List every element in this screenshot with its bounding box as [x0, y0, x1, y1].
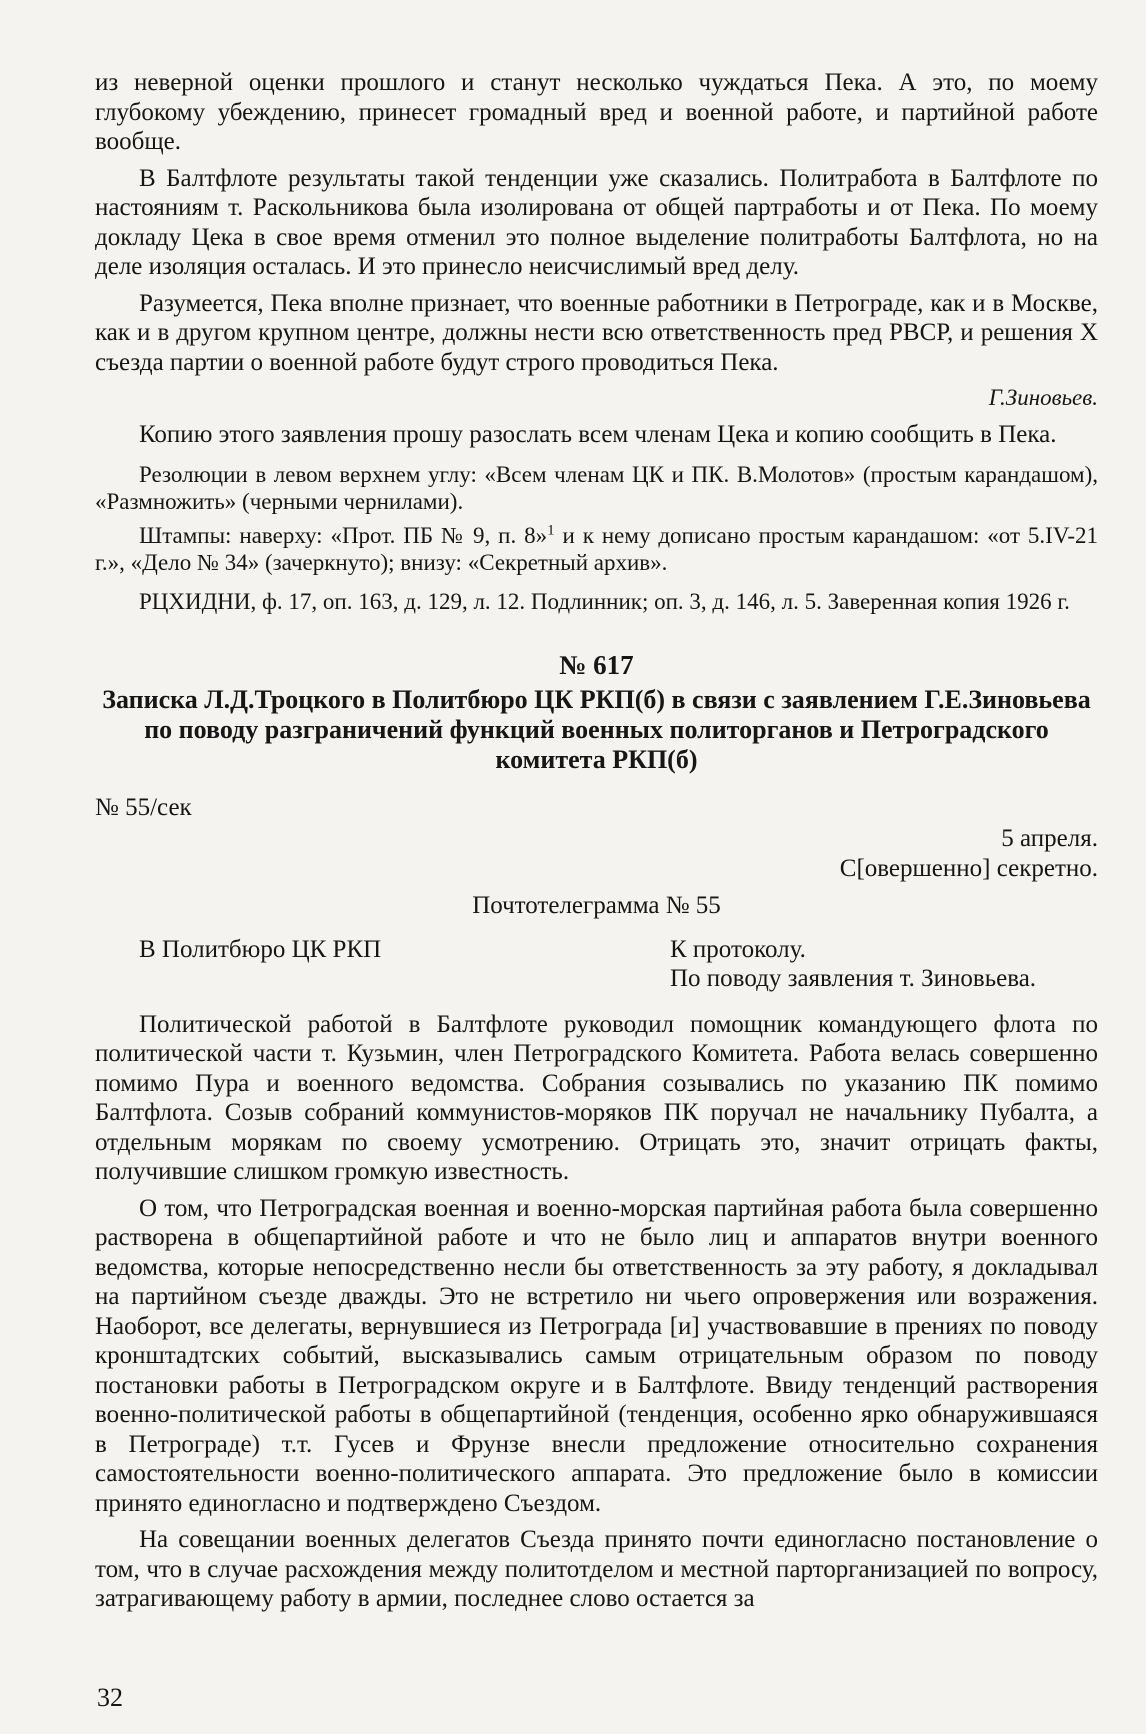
secrecy-mark: С[овершенно] секретно. — [839, 854, 1098, 882]
document-title: Записка Л.Д.Троцкого в Политбюро ЦК РКП(б) в связи с заявлением Г.Е.Зиновьева по поводу разграничений функций военных политорганов и Петроградского комитета РКП(б) — [102, 684, 1091, 774]
addressee-row — [95, 935, 1098, 965]
footnote-marker: 1 — [547, 522, 555, 539]
document-date: 5 апреля. — [1001, 825, 1098, 852]
paragraph-3: Разумеется, Пека вполне признает, что военные работники в Петрограде, как и в Москве, как и в другом крупном центре, должны нести всю ответственность пред РВСР, и решения X съезда партии о военной работе будут строго проводиться Пека. — [95, 289, 1098, 376]
stamps-note-b: и к нему дописано простым карандашом: «от 5.IV-21 г.», «Дело № 34» (зачеркнуто); внизу: «Секретный архив». — [95, 523, 1098, 575]
reference-number: № 55/сек — [95, 793, 192, 821]
paragraph-7: На совещании военных делегатов Съезда принято почти единогласно постановление о том, что в случае расхождения между политотделом и местной парторганизацией по вопросу, затрагивающему работу в армии, последнее слово остается за — [95, 1526, 1098, 1612]
archive-reference: РЦХИДНИ, ф. 17, оп. 163, д. 129, л. 12. Подлинник; оп. 3, д. 146, л. 5. Заверенная копия 1926 г. — [139, 589, 1070, 614]
paragraph-6: О том, что Петроградская военная и военно-морская партийная работа была совершенно растворена в общепартийной работе и что не было лиц и аппаратов внутри военного ведомства, которые непосредственно несли бы ответственность за эту работу, я докладывал на партийном съезде дважды. Это не встретило ни чьего опровержения или возражения. Наоборот, все делегаты, вернувшиеся из Петрограда [и] участвовавшие в прениях по поводу кронштадтских событий, высказывались самым отрицательным образом по поводу постановки работы в Петроградском округе и в Балтфлоте. Ввиду тенденций растворения военно-политической работы в общепартийной (тенденция, особенно ярко обнаружившаяся в Петрограде) т.т. Гусев и Фрунзе внесли предложение относительно сохранения самостоятельности военно-политического аппарата. Это предложение было в комиссии принято единогласно и подтверждено Съездом. — [95, 1194, 1098, 1517]
page-number: 32 — [97, 1683, 123, 1712]
subject-row — [95, 964, 1098, 994]
stamps-note — [95, 522, 1098, 576]
text-column — [95, 68, 1098, 1614]
paragraph-5: Политической работой в Балтфлоте руководил помощник командующего флота по политической части т. Кузьмин, член Петроградского Комитета. Работа велась совершенно помимо Пура и военного ведомства. Собрания созывались по указанию ПК помимо Балтфлота. Созыв собраний коммунистов-моряков ПК поручал не начальнику Пубалта, а отдельным морякам по своему усмотрению. Отрицать это, значит отрицать факты, получившие слишком громкую известность. — [95, 1010, 1098, 1185]
paragraph-4: Копию этого заявления прошу разослать всем членам Цека и копию сообщить в Пека. — [139, 420, 1057, 448]
paragraph-2: В Балтфлоте результаты такой тенденции уже сказались. Политработа в Балтфлоте по настояниям т. Раскольникова была изолирована от общей партработы и от Пека. По моему докладу Цека в свое время отменил это полное выделение политработы Балтфлота, но на деле изоляция осталась. И это принесло неисчислимый вред делу. — [95, 164, 1098, 280]
document-number: № 617 — [559, 650, 634, 680]
paragraph-1: из неверной оценки прошлого и станут несколько чуждаться Пека. А это, по моему глубокому убеждению, принесет громадный вред и военной работе, и партийной работе вообще. — [95, 69, 1098, 155]
addressee: В Политбюро ЦК РКП — [139, 935, 382, 963]
subject-line: По поводу заявления т. Зиновьева. — [670, 965, 1037, 992]
telegram-heading: Почтотелеграмма № 55 — [472, 892, 721, 919]
stamps-note-a: Штампы: наверху: «Прот. ПБ № 9, п. 8» — [139, 523, 548, 548]
to-protocol: К протоколу. — [670, 935, 806, 963]
signature-zinoviev: Г.Зиновьев. — [988, 385, 1098, 410]
resolution-note: Резолюции в левом верхнем углу: «Всем членам ЦК и ПК. В.Молотов» (простым карандашом), «Размножить» (черными чернилами). — [95, 462, 1098, 514]
